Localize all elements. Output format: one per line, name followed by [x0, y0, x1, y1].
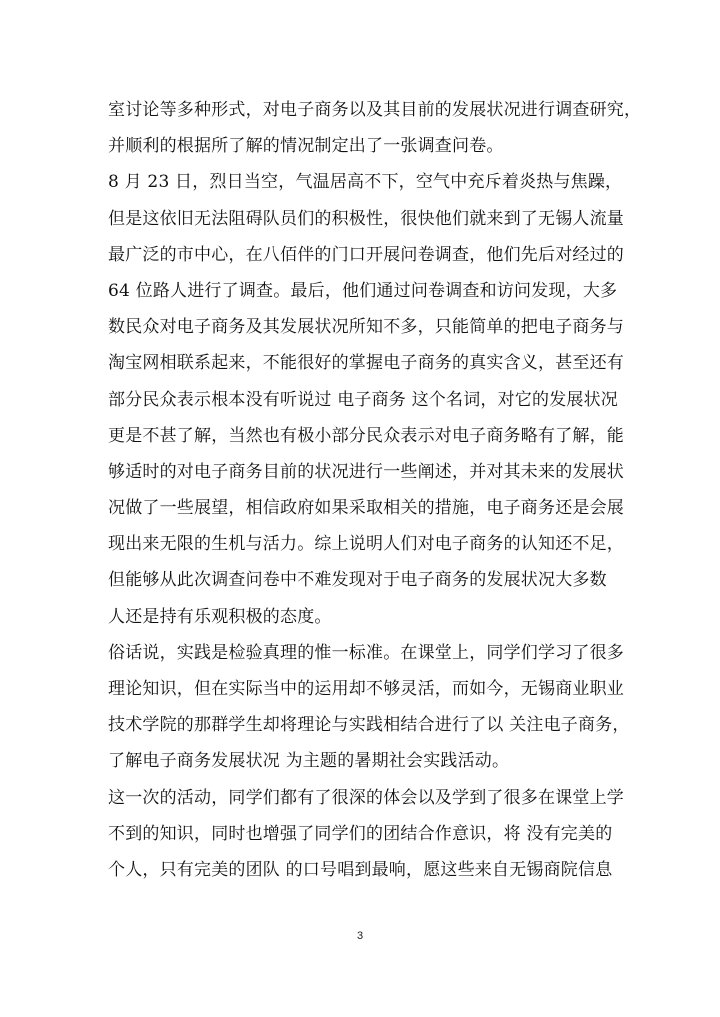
text-line: 数民众对电子商务及其发展状况所知不多，只能简单的把电子商务与 — [108, 317, 624, 338]
text-line: 64 位路人进行了调查。最后，他们通过问卷调查和访问发现，大多 — [108, 280, 618, 301]
text-line: 最广泛的市中心，在八佰伴的门口开展问卷调查，他们先后对经过的 — [108, 244, 624, 265]
text-line: 室讨论等多种形式，对电子商务以及其目前的发展状况进行调查研究， — [108, 100, 642, 120]
text-line: 况做了一些展望，相信政府如果采取相关的措施，电子商务还是会展 — [108, 498, 624, 519]
text-line: 人还是持有乐观积极的态度。 — [108, 606, 332, 627]
body-text — [108, 92, 648, 888]
text-line: 但能够从此次调查问卷中不难发现对于电子商务的发展状况大多数 — [108, 570, 607, 591]
text-line: 技术学院的那群学生却将理论与实践相结合进行了以 关注电子商务， — [108, 715, 630, 736]
text-line: 这一次的活动，同学们都有了很深的体会以及学到了很多在课堂上学 — [108, 787, 624, 808]
text-line: 但是这依旧无法阻碍队员们的积极性，很快他们就来到了无锡人流量 — [108, 208, 624, 229]
text-line: 不到的知识，同时也增强了同学们的团结合作意识，将 没有完美的 — [108, 823, 613, 844]
text-line: 部分民众表示根本没有听说过 电子商务 这个名词，对它的发展状况 — [108, 389, 619, 410]
text-line: 并顺利的根据所了解的情况制定出了一张调查问卷。 — [108, 136, 504, 157]
text-line: 了解电子商务发展状况 为主题的暑期社会实践活动。 — [108, 751, 510, 772]
text-line: 理论知识，但在实际当中的运用却不够灵活，而如今，无锡商业职业 — [108, 679, 624, 699]
page-number: 3 — [356, 930, 364, 942]
text-line: 够适时的对电子商务目前的状况进行一些阐述，并对其未来的发展状 — [108, 461, 624, 482]
text-line: 淘宝网相联系起来，不能很好的掌握电子商务的真实含义，甚至还有 — [108, 353, 624, 374]
text-line: 个人，只有完美的团队 的口号唱到最响，愿这些来自无锡商院信息 — [108, 859, 613, 880]
text-line: 现出来无限的生机与活力。综上说明人们对电子商务的认知还不足， — [108, 534, 624, 555]
text-line: 8 月 23 日，烈日当空，气温居高不下，空气中充斥着炎热与焦躁， — [108, 172, 623, 193]
text-line: 俗话说，实践是检验真理的惟一标准。在课堂上，同学们学习了很多 — [108, 642, 624, 663]
text-line: 更是不甚了解，当然也有极小部分民众表示对电子商务略有了解，能 — [108, 425, 624, 446]
